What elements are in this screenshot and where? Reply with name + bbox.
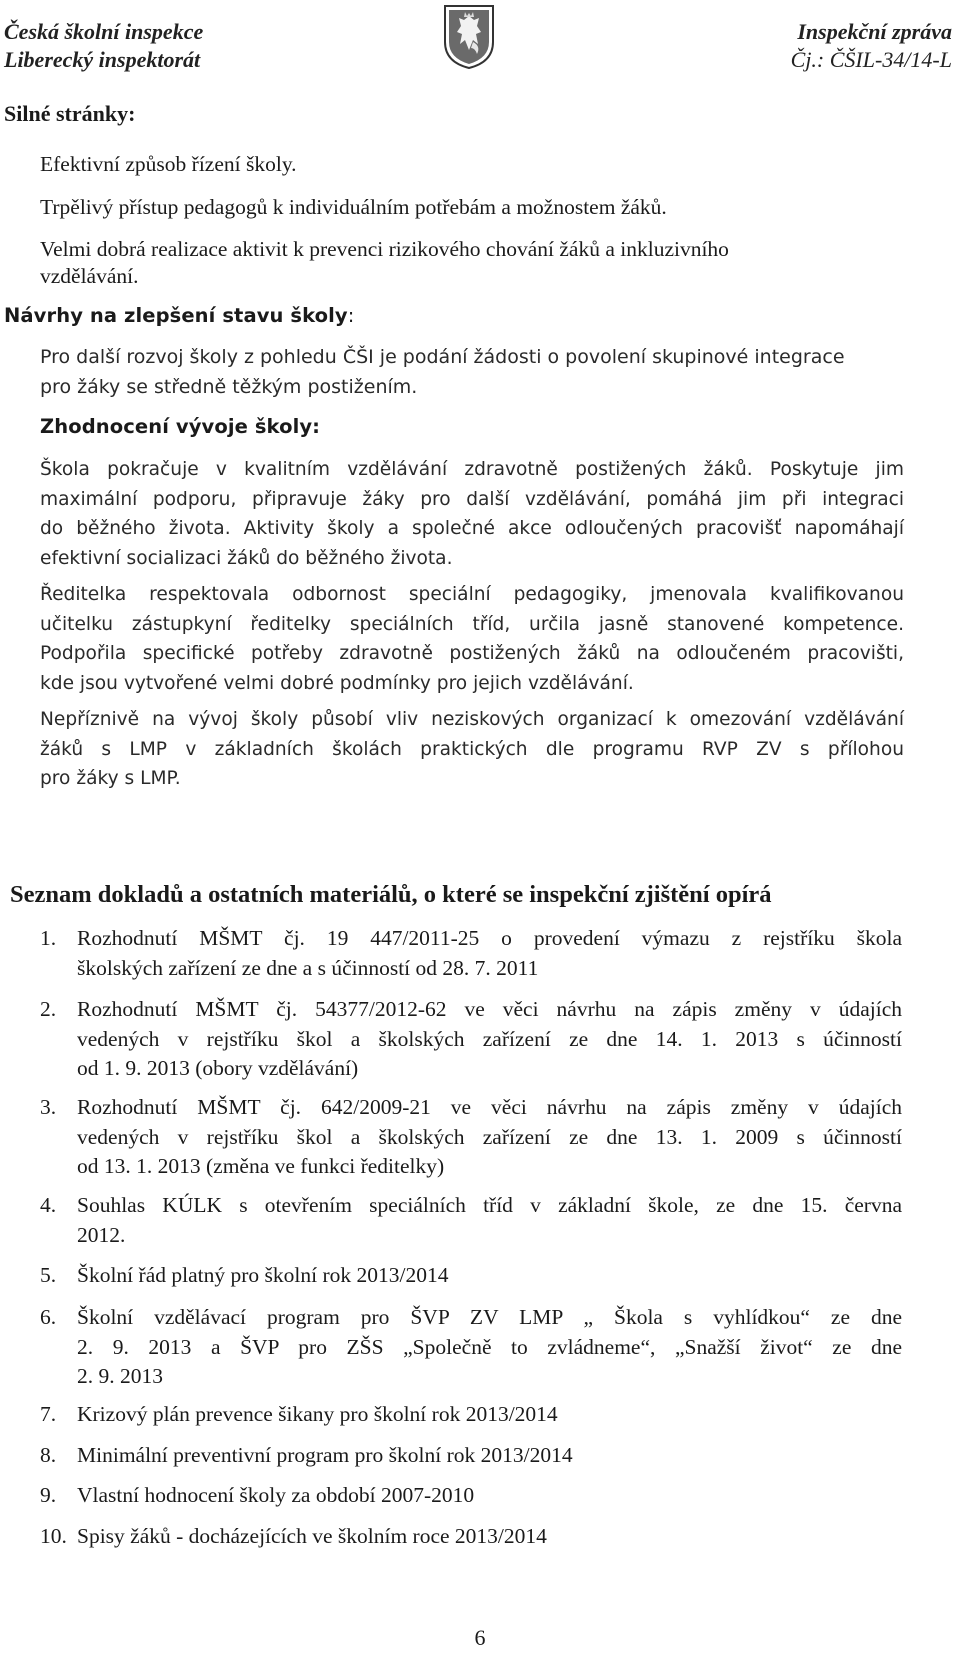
list-item-line: 2012.	[77, 1222, 126, 1247]
development-line: Škola pokračuje v kvalitním vzdělávání zdravotně postižených žáků. Poskytuje jim	[40, 459, 904, 480]
czech-lion-emblem-icon	[443, 4, 495, 70]
list-item-line: Spisy žáků - docházejících ve školním roce 2013/2014	[77, 1524, 547, 1548]
list-item-line: Souhlas KÚLK s otevřením speciálních tříd v základní škole, ze dne 15. června	[77, 1193, 902, 1217]
negative-influence-line: pro žáky s LMP.	[40, 768, 181, 789]
list-item	[40, 1481, 902, 1511]
director-line: Podpořila specifické potřeby zdravotně postižených žáků na odloučeném pracovišti,	[40, 643, 904, 664]
list-item-line: Rozhodnutí MŠMT čj. 642/2009-21 ve věci návrhu na zápis změny v údajích	[77, 1095, 902, 1119]
strength-item-continued: vzdělávání.	[40, 264, 139, 288]
list-item-line: Vlastní hodnocení školy za období 2007-2010	[77, 1483, 475, 1507]
strength-item: Velmi dobrá realizace aktivit k prevenci rizikového chování žáků a inkluzivního	[40, 237, 729, 261]
list-item-line: vedených v rejstříku škol a školských zařízení ze dne 14. 1. 2013 s účinností	[77, 1026, 902, 1051]
header-document-info	[791, 18, 952, 74]
list-item-line: Minimální preventivní program pro školní rok 2013/2014	[77, 1443, 573, 1467]
improvements-heading-colon: :	[347, 304, 355, 327]
org-name: Česká školní inspekce	[4, 19, 204, 44]
strengths-heading: Silné stránky:	[4, 101, 136, 126]
list-item-line: Školní vzdělávací program pro ŠVP ZV LMP „ Škola s vyhlídkou“ ze dne	[77, 1305, 902, 1329]
reference-number: Čj.: ČŠIL-34/14-L	[790, 47, 952, 72]
org-branch: Liberecký inspektorát	[4, 47, 201, 72]
list-item-line: 2. 9. 2013 a ŠVP pro ZŠS „Společně to zvládneme“, „Snažší život“ ze dne	[77, 1334, 902, 1359]
list-item-line: Rozhodnutí MŠMT čj. 19 447/2011-25 o provedení výmazu z rejstříku škola	[77, 926, 902, 950]
list-item	[40, 1261, 902, 1291]
list-item	[40, 1191, 902, 1250]
list-item-line: od 13. 1. 2013 (změna ve funkci ředitelky)	[77, 1154, 445, 1178]
list-item	[40, 1303, 902, 1392]
header-organization	[4, 18, 203, 74]
improvements-line: Pro další rozvoj školy z pohledu ČŠI je podání žádosti o povolení skupinové integrace	[40, 346, 845, 368]
negative-influence-line: Nepříznivě na vývoj školy působí vliv neziskových organizací k omezování vzdělávání	[40, 709, 904, 730]
list-item-line: vedených v rejstříku škol a školských zařízení ze dne 13. 1. 2009 s účinností	[77, 1124, 902, 1149]
list-item-line: 2. 9. 2013	[77, 1364, 163, 1388]
development-line: do běžného života. Aktivity školy a společné akce odloučených pracovišť napomáhají	[40, 518, 904, 539]
improvements-line: pro žáky se středně těžkým postižením.	[40, 375, 418, 398]
list-item-number: 9.	[40, 1483, 57, 1507]
director-line: Ředitelka respektovala odbornost speciální pedagogiky, jmenovala kvalifikovanou	[40, 584, 904, 605]
list-item-number: 10.	[40, 1524, 67, 1548]
list-item-line: od 1. 9. 2013 (obory vzdělávání)	[77, 1056, 359, 1080]
development-line: maximální podporu, připravuje žáky pro další vzdělávání, pomáhá jim při integraci	[40, 488, 904, 510]
director-paragraph	[40, 580, 904, 698]
list-item-number: 3.	[40, 1095, 57, 1119]
development-paragraph	[40, 455, 904, 573]
negative-influence-paragraph	[40, 705, 904, 794]
list-item	[40, 1522, 902, 1552]
list-item-number: 2.	[40, 997, 57, 1021]
improvements-heading	[4, 302, 354, 330]
list-item-number: 4.	[40, 1193, 57, 1217]
list-item	[40, 995, 902, 1084]
page-number: 6	[474, 1625, 486, 1650]
documents-heading: Seznam dokladů a ostatních materiálů, o které se inspekční zjištění opírá	[10, 881, 772, 908]
improvements-paragraph	[40, 343, 906, 402]
negative-influence-line: žáků s LMP v základních školách praktických dle programu RVP ZV s přílohou	[40, 738, 904, 760]
list-item-number: 6.	[40, 1305, 57, 1329]
list-item-line: školských zařízení ze dne a s účinností od 28. 7. 2011	[77, 955, 539, 980]
director-line: kde jsou vytvořené velmi dobré podmínky pro jejich vzdělávání.	[40, 672, 634, 694]
list-item-number: 8.	[40, 1443, 57, 1467]
list-item-number: 7.	[40, 1402, 57, 1426]
list-item-line: Krizový plán prevence šikany pro školní rok 2013/2014	[77, 1402, 558, 1426]
improvements-heading-text: Návrhy na zlepšení stavu školy	[4, 304, 348, 327]
list-item-number: 1.	[40, 926, 57, 950]
document-type: Inspekční zpráva	[797, 19, 952, 44]
development-line: efektivní socializaci žáků do běžného života.	[40, 547, 453, 569]
list-item	[40, 1093, 902, 1182]
strength-item: Trpělivý přístup pedagogů k individuálním potřebám a možnostem žáků.	[40, 195, 667, 219]
list-item-line: Školní řád platný pro školní rok 2013/2014	[77, 1263, 449, 1287]
list-item	[40, 1400, 902, 1430]
director-line: učitelku zástupkyní ředitelky speciálních tříd, určila jasně stanovené kompetence.	[40, 613, 904, 635]
development-heading: Zhodnocení vývoje školy:	[40, 415, 321, 438]
list-item	[40, 924, 902, 983]
strength-item: Efektivní způsob řízení školy.	[40, 152, 297, 176]
list-item-line: Rozhodnutí MŠMT čj. 54377/2012-62 ve věci návrhu na zápis změny v údajích	[77, 997, 902, 1021]
list-item	[40, 1441, 902, 1471]
list-item-number: 5.	[40, 1263, 57, 1287]
